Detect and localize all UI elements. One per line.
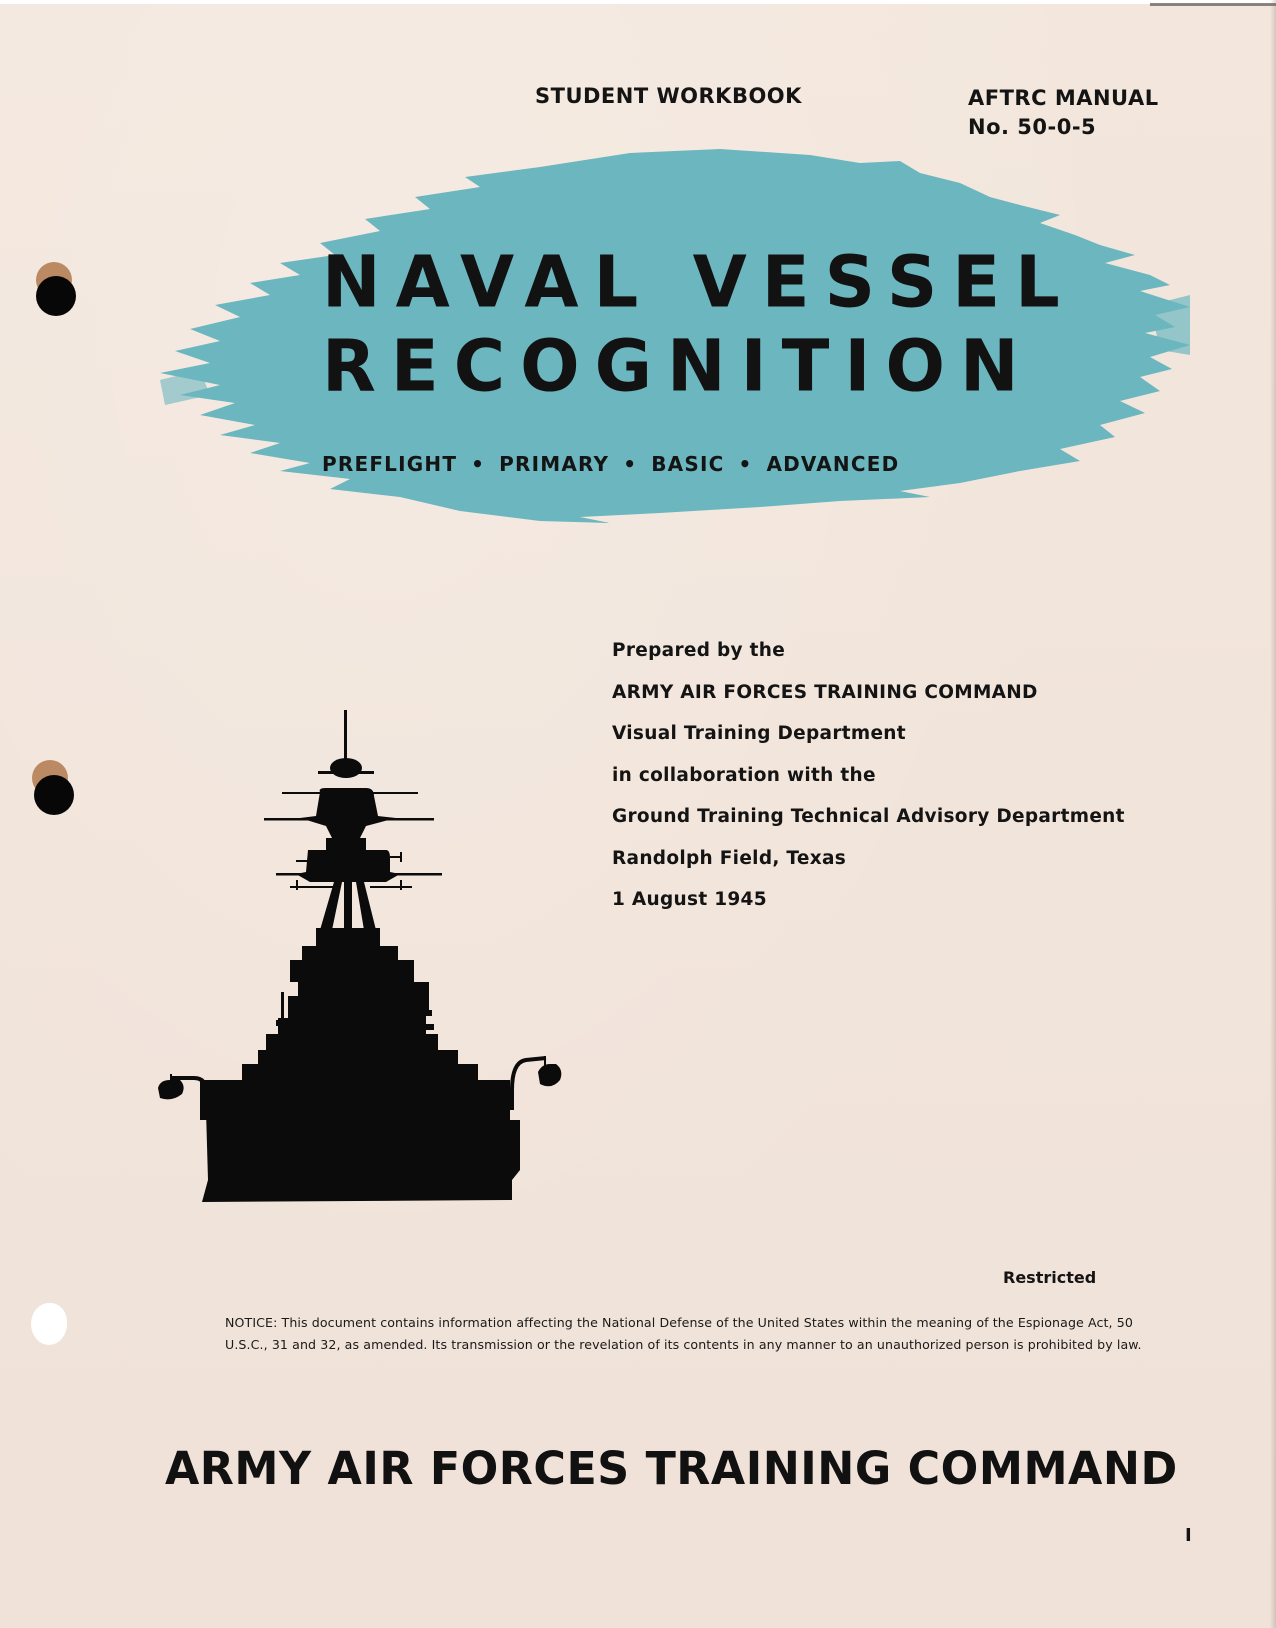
title-line-1: NAVAL VESSEL [322,240,1075,324]
binder-hole-bottom [31,1303,67,1345]
level-preflight: PREFLIGHT [322,452,458,476]
level-advanced: ADVANCED [766,452,900,476]
credit-collaboration: in collaboration with the [612,764,876,786]
credit-department: Visual Training Department [612,723,906,744]
classification-label: Restricted [1003,1268,1097,1287]
credit-prepared-by: Prepared by the [612,640,786,661]
manual-title: AFTRC MANUAL [968,86,1159,110]
bullet-separator: • [623,452,638,476]
credit-advisory-department: Ground Training Technical Advisory Department [612,806,1125,827]
legal-notice: NOTICE: This document contains information affecting the National Defense of the United States within the meaning of the Espionage Act, 50 U.S.C., 31 and 32, as amended. Its transmission or the revelation of its contents in any manner to an unauthorized person is prohibited by law. [225,1315,1142,1352]
credit-organization: ARMY AIR FORCES TRAINING COMMAND [612,681,1038,703]
binder-hole-middle [34,775,74,815]
bullet-separator: • [738,452,753,476]
manual-id [968,84,1159,142]
bullet-separator: • [471,452,486,476]
credit-location: Randolph Field, Texas [612,847,847,869]
scan-right-edge [1270,0,1276,1628]
workbook-label: STUDENT WORKBOOK [535,84,802,108]
title-line-2: RECOGNITION [322,324,1034,408]
page-number: I [1185,1525,1192,1546]
battleship-silhouette-icon [150,700,570,1250]
scan-top-edge [0,0,1276,4]
manual-number: No. 50-0-5 [968,115,1097,139]
scan-edge-shadow [1150,3,1276,6]
training-levels [322,452,899,476]
footer-organization: ARMY AIR FORCES TRAINING COMMAND [165,1442,1178,1495]
credit-date: 1 August 1945 [612,889,767,910]
main-title [322,240,1075,408]
credits-block [612,630,1125,921]
level-primary: PRIMARY [499,452,610,476]
binder-hole-top [36,276,76,316]
level-basic: BASIC [651,452,725,476]
